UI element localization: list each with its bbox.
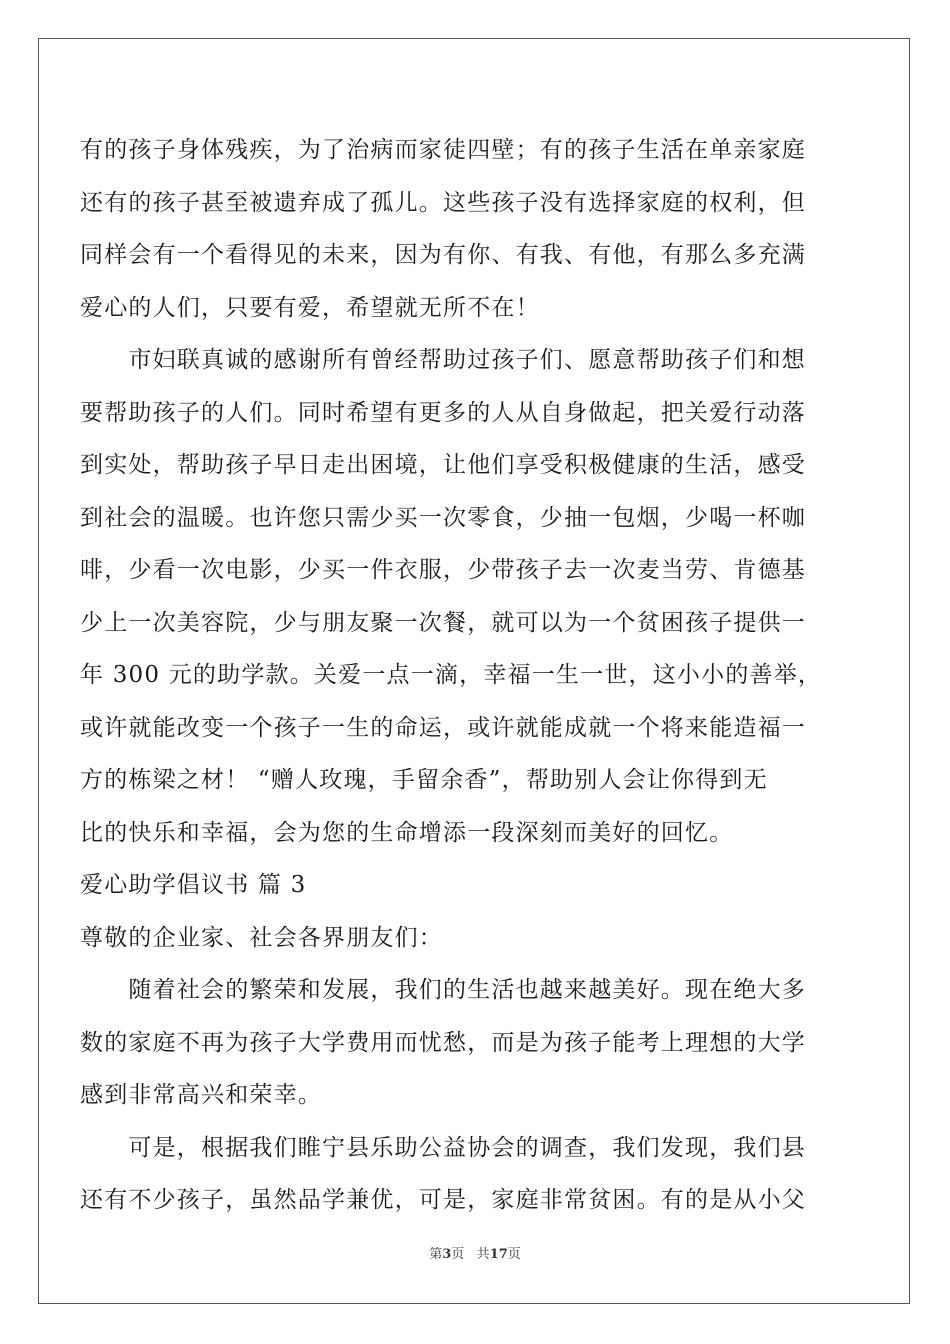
text-line: 或许就能改变一个孩子一生的命运，或许就能成就一个将来能造福一 [80,714,806,741]
text-line: 年 300 元的助学款。关爱一点一滴，幸福一生一世，这小小的善举， [80,662,823,688]
text-line: 啡，少看一次电影，少买一件衣服，少带孩子去一次麦当劳、肯德基 [80,557,806,583]
total-prefix: 共 [476,1247,490,1262]
page-current: 3 [442,1247,452,1262]
text-line: 比的快乐和幸福，会为您的生命增添一段深刻而美好的回忆。 [80,819,734,846]
page-prefix: 第 [429,1247,443,1262]
page-total: 17 [489,1247,508,1262]
text-line: 到社会的温暖。也许您只需少买一次零食，少抽一包烟，少喝一杯咖 [80,504,806,531]
salutation: 尊敬的企业家、社会各界朋友们： [80,924,443,951]
text-line: 到实处，帮助孩子早日走出困境，让他们享受积极健康的生活，感受 [80,452,806,478]
document-body [80,124,850,1227]
text-line: 爱心的人们，只要有爱，希望就无所不在！ [80,294,540,321]
text-line: 要帮助孩子的人们。同时希望有更多的人从自身做起，把关爱行动落 [80,399,806,426]
text-line: 还有的孩子甚至被遗弃成了孤儿。这些孩子没有选择家庭的权利，但 [80,189,806,216]
text-line: 可是，根据我们睢宁县乐助公益协会的调查，我们发现，我们县 [80,1134,806,1161]
text-line: 还有不少孩子，虽然品学兼优，可是，家庭非常贫困。有的是从小父 [80,1187,806,1213]
page-unit: 页 [451,1247,465,1262]
text-line: 感到非常高兴和荣幸。 [80,1082,322,1108]
total-unit: 页 [507,1247,521,1262]
text-line: 随着社会的繁荣和发展，我们的生活也越来越美好。现在绝大多 [80,977,806,1003]
text-line: 少上一次美容院，少与朋友聚一次餐，就可以为一个贫困孩子提供一 [80,609,806,636]
section-heading: 爱心助学倡议书 篇 3 [80,872,307,898]
text-line: 市妇联真诚的感谢所有曾经帮助过孩子们、愿意帮助孩子们和想 [80,347,806,373]
text-line: 数的家庭不再为孩子大学费用而忧愁，而是为孩子能考上理想的大学 [80,1029,806,1056]
text-line: 有的孩子身体残疾，为了治病而家徒四壁；有的孩子生活在单亲家庭 [80,137,806,163]
page-footer [0,1243,950,1262]
text-line: 方的栋梁之材！ “赠人玫瑰，手留余香”，帮助别人会让你得到无 [80,767,768,793]
text-line: 同样会有一个看得见的未来，因为有你、有我、有他，有那么多充满 [80,242,806,268]
